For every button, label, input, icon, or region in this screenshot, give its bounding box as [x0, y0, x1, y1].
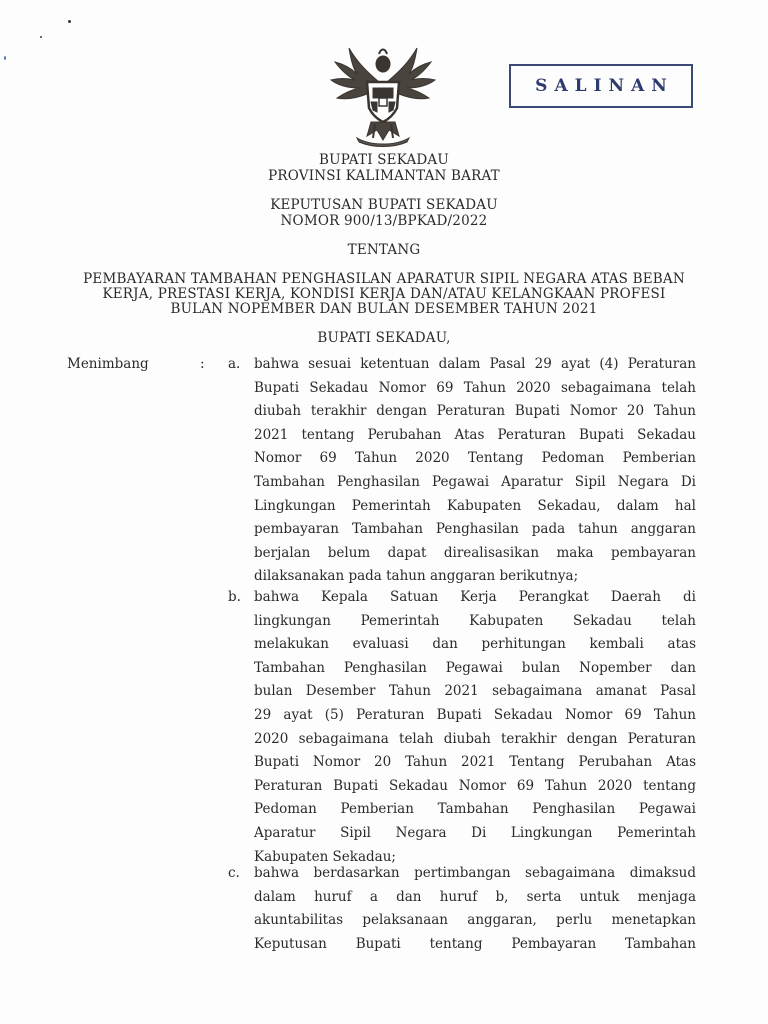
- consideration-c: [254, 862, 696, 956]
- decree-title: KEPUTUSAN BUPATI SEKADAU: [270, 197, 498, 213]
- text-line: pembayaran Tambahan Penghasilan pada tahun anggaran: [254, 521, 696, 538]
- text-line: Nomor 69 Tahun 2020 Tentang Pedoman Pemberian: [254, 450, 696, 467]
- considering-label: Menimbang: [67, 356, 149, 372]
- item-marker: a.: [228, 356, 241, 372]
- text-line: 2020 sebagaimana telah diubah terakhir dengan Peraturan: [254, 730, 696, 747]
- text-line: bulan Desember Tahun 2021 sebagaimana amanat Pasal: [254, 683, 696, 700]
- text-line: bahwa berdasarkan pertimbangan sebagaimana dimaksud: [254, 865, 696, 881]
- text-line: Aparatur Sipil Negara Di Lingkungan Pemerintah: [254, 824, 696, 841]
- subject-line: PEMBAYARAN TAMBAHAN PENGHASILAN APARATUR SIPIL NEGARA ATAS BEBAN: [83, 271, 685, 287]
- text-line: Lingkungan Pemerintah Kabupaten Sekadau, dalam hal: [254, 497, 696, 514]
- text-line: 29 ayat (5) Peraturan Bupati Sekadau Nomor 69 Tahun: [254, 706, 696, 723]
- salinan-stamp: [509, 64, 693, 108]
- decree-number: NOMOR 900/13/BPKAD/2022: [280, 213, 488, 229]
- text-line: berjalan belum dapat direalisasikan maka pembayaran: [254, 544, 696, 561]
- text-line: bahwa sesuai ketentuan dalam Pasal 29 ayat (4) Peraturan: [254, 356, 696, 372]
- text-line: akuntabilitas pelaksanaan anggaran, perlu menetapkan: [254, 912, 696, 929]
- consideration-b: [254, 586, 696, 869]
- official-title: BUPATI SEKADAU: [319, 152, 449, 168]
- text-line: lingkungan Pemerintah Kabupaten Sekadau telah: [254, 612, 696, 629]
- text-line: Tambahan Penghasilan Pegawai bulan Nopember dan: [254, 659, 696, 676]
- province-title: PROVINSI KALIMANTAN BARAT: [268, 168, 500, 184]
- scan-speck: [40, 36, 42, 38]
- item-marker: b.: [228, 589, 241, 605]
- text-line: melakukan evaluasi dan perhitungan kembali atas: [254, 636, 696, 653]
- text-line: dilaksanakan pada tahun anggaran berikutnya;: [254, 568, 579, 585]
- text-line: Tambahan Penghasilan Pegawai Aparatur Sipil Negara Di: [254, 473, 696, 490]
- scan-speck: [68, 20, 71, 23]
- subject-line: BULAN NOPEMBER DAN BULAN DESEMBER TAHUN 2021: [170, 301, 598, 317]
- considering-colon: :: [200, 356, 205, 372]
- text-line: 2021 tentang Perubahan Atas Peraturan Bupati Sekadau: [254, 426, 696, 443]
- consideration-a: [254, 353, 696, 589]
- text-line: Kabupaten Sekadau;: [254, 848, 396, 865]
- text-line: Peraturan Bupati Sekadau Nomor 69 Tahun 2020 tentang: [254, 777, 696, 794]
- text-line: Bupati Sekadau Nomor 69 Tahun 2020 sebagaimana telah: [254, 379, 696, 396]
- enacting-official: BUPATI SEKADAU,: [317, 330, 451, 346]
- scan-speck: [4, 56, 6, 60]
- text-line: Bupati Nomor 20 Tahun 2021 Tentang Perubahan Atas: [254, 754, 696, 771]
- text-line: Pedoman Pemberian Tambahan Penghasilan Pegawai: [254, 801, 696, 818]
- text-line: Keputusan Bupati tentang Pembayaran Tambahan: [254, 935, 696, 952]
- text-line: bahwa Kepala Satuan Kerja Perangkat Daerah di: [254, 589, 696, 605]
- item-marker: c.: [228, 865, 240, 881]
- garuda-emblem-icon: [327, 42, 439, 148]
- stamp-text: SALINAN: [535, 76, 674, 96]
- text-line: diubah terakhir dengan Peraturan Bupati Nomor 20 Tahun: [254, 403, 696, 420]
- about-heading: TENTANG: [347, 242, 421, 258]
- subject-line: KERJA, PRESTASI KERJA, KONDISI KERJA DAN/ATAU KELANGKAAN PROFESI: [102, 286, 666, 302]
- text-line: dalam huruf a dan huruf b, serta untuk menjaga: [254, 888, 696, 905]
